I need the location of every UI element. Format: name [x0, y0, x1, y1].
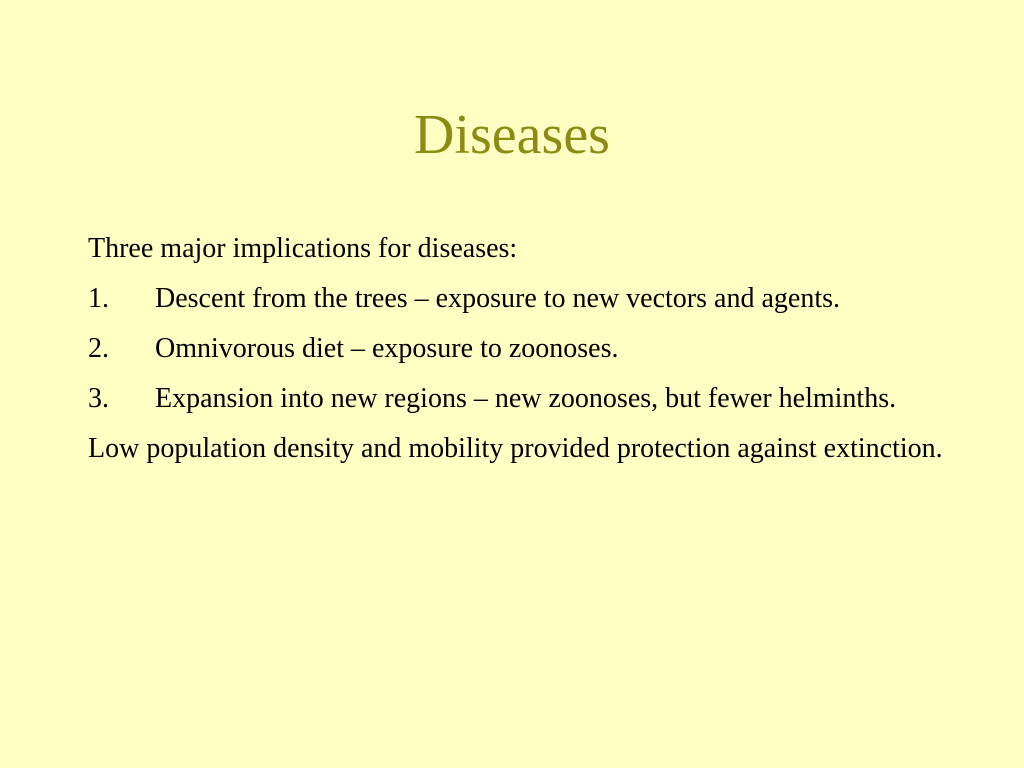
list-item-text: Descent from the trees – exposure to new vectors and agents.	[155, 283, 840, 314]
slide-title: Diseases	[414, 104, 610, 166]
list-item-number: 2.	[88, 333, 109, 364]
list-item-text: Expansion into new regions – new zoonoses, but fewer helminths.	[155, 383, 897, 414]
list-item	[88, 279, 948, 319]
list-item	[88, 329, 948, 369]
list-item	[88, 379, 948, 419]
list-item-number: 1.	[88, 283, 109, 314]
list-item-text: Omnivorous diet – exposure to zoonoses.	[155, 333, 619, 364]
slide-body	[88, 229, 948, 479]
intro-text: Three major implications for diseases:	[88, 233, 518, 264]
list-item-number: 3.	[88, 383, 109, 414]
conclusion-text: Low population density and mobility provided protection against extinction.	[88, 433, 943, 464]
